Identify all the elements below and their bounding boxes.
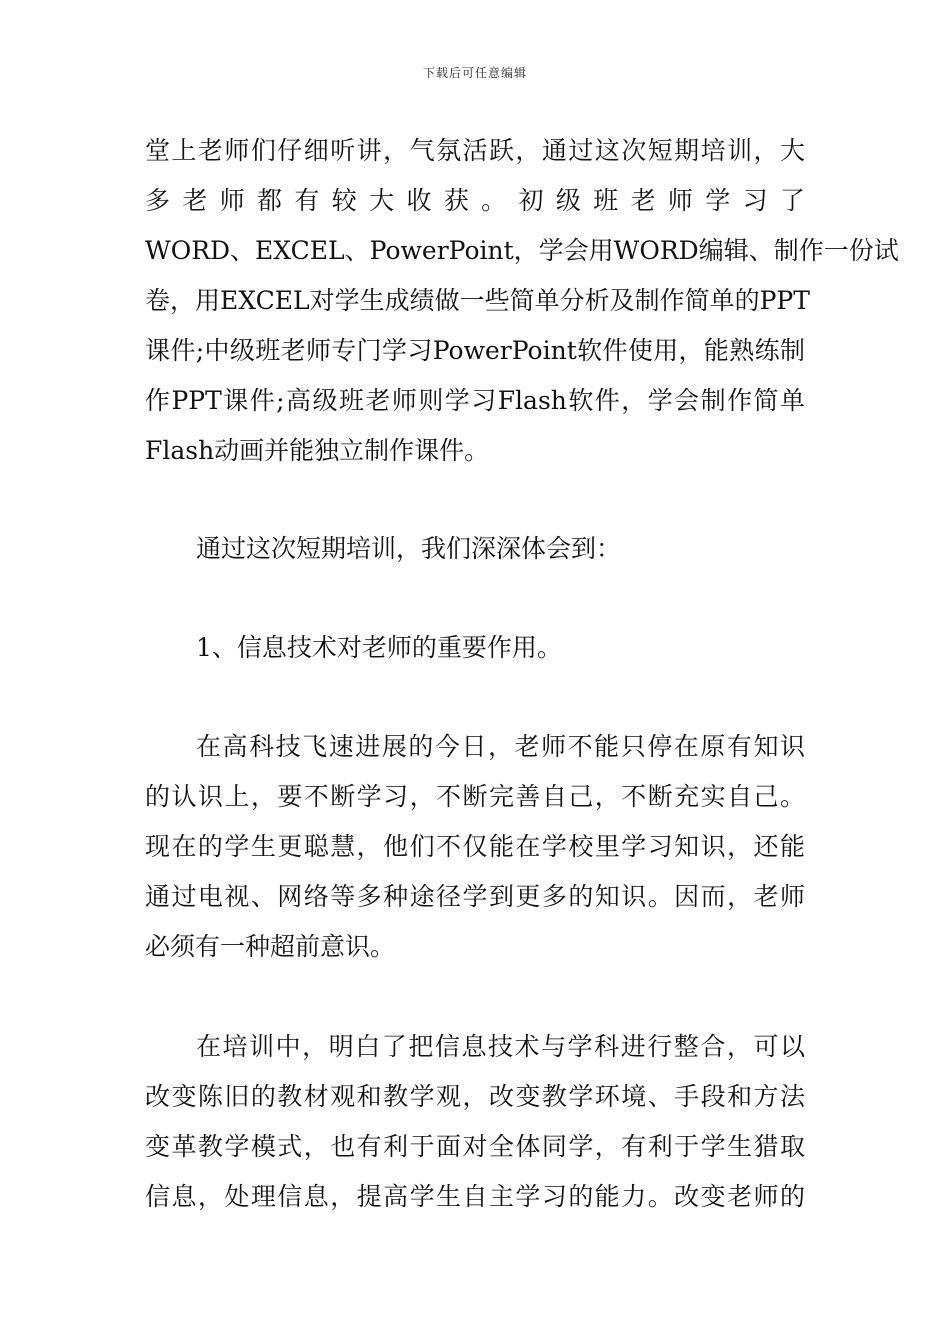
paragraph-line: 作PPT课件;高级班老师则学习Flash软件，学会制作简单 — [145, 386, 805, 415]
paragraph-line: 必须有一种超前意识。 — [145, 932, 396, 961]
page-header: 下载后可任意编辑 — [422, 66, 527, 80]
paragraph-line: 卷，用EXCEL对学生成绩做一些简单分析及制作简单的PPT — [145, 286, 810, 315]
paragraph-line: 变革教学模式，也有利于面对全体同学，有利于学生猎取 — [145, 1132, 805, 1161]
paragraph-line: 通过这次短期培训，我们深深体会到： — [196, 534, 622, 563]
paragraph-line: 课件;中级班老师专门学习PowerPoint软件使用，能熟练制 — [145, 336, 805, 365]
paragraph-line: 在高科技飞速进展的今日，老师不能只停在原有知识 — [196, 732, 805, 761]
paragraph-line: WORD、EXCEL、PowerPoint，学会用WORD编辑、制作一份试 — [145, 236, 899, 265]
paragraph-line: 多老师都有较大收获。初级班老师学习了 — [145, 186, 805, 215]
paragraph-line: 信息，处理信息，提高学生自主学习的能力。改变老师的 — [145, 1182, 805, 1211]
paragraph-line: 的认识上，要不断学习，不断完善自己，不断充实自己。 — [145, 782, 805, 811]
paragraph-line: 堂上老师们仔细听讲，气氛活跃，通过这次短期培训，大 — [145, 136, 805, 165]
paragraph-line: 改变陈旧的教材观和教学观，改变教学环境、手段和方法 — [145, 1082, 805, 1111]
paragraph-line: Flash动画并能独立制作课件。 — [145, 436, 490, 465]
paragraph-line: 在培训中，明白了把信息技术与学科进行整合，可以 — [196, 1032, 805, 1061]
paragraph-line: 现在的学生更聪慧，他们不仅能在学校里学习知识，还能 — [145, 832, 805, 861]
section-heading: 1、信息技术对老师的重要作用。 — [196, 633, 562, 662]
paragraph-line: 通过电视、网络等多种途径学到更多的知识。因而，老师 — [145, 882, 805, 911]
